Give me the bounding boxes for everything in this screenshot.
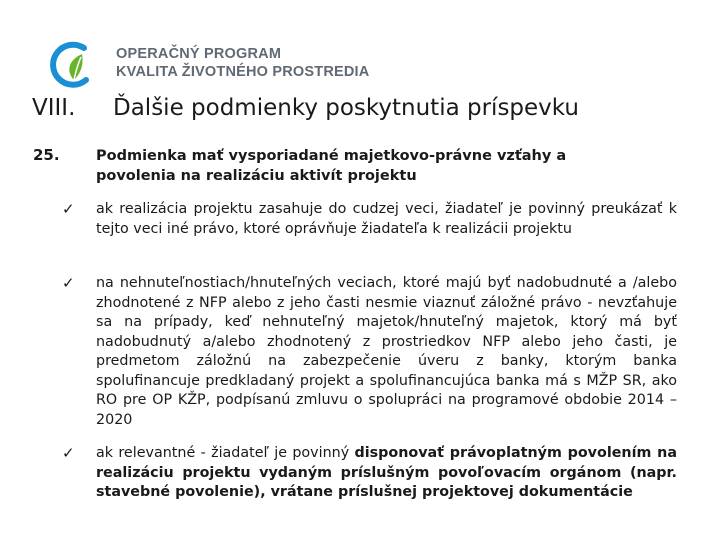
bullet-2-part-a: na nehnuteľnostiach/hnuteľných veciach, ktoré majú byť nadobudnuté a /alebo zhodnotené z NFP alebo z jeho časti nesmie viaznuť záložné právo — [96, 275, 677, 311]
check-icon: ✓ — [62, 200, 75, 218]
logo-emblem-icon — [44, 40, 104, 88]
bullet-text-1 — [96, 200, 677, 239]
logo-text — [116, 45, 369, 81]
item-number: 25. — [33, 146, 60, 164]
section-number: VIII. — [32, 95, 76, 121]
bullet-text-2 — [96, 274, 677, 430]
program-logo — [44, 40, 370, 88]
section-title: Ďalšie podmienky poskytnutia príspevku — [113, 95, 579, 121]
bullet-3-part-b: disponovať právoplatným povolením na realizáciu projektu vydaným príslušným povoľovacím orgánom (napr. stavebné povolenie), vrátane príslušnej projektovej dokumentácie — [96, 445, 677, 500]
bullet-3-part-a: ak relevantné - žiadateľ je povinný — [96, 445, 355, 461]
logo-line-2: KVALITA ŽIVOTNÉHO PROSTREDIA — [116, 64, 370, 80]
bullet-1-part-b: , ktoré oprávňuje žiadateľa k realizácii projektu — [234, 220, 572, 237]
item-title: Podmienka mať vysporiadané majetkovo-právne vzťahy a povolenia na realizáciu aktivít projektu — [96, 148, 567, 184]
bullet-1-part-a: ak realizácia projektu zasahuje do cudzej veci, žiadateľ je povinný preukázať k tejto veci iné právo — [96, 201, 677, 237]
check-icon: ✓ — [62, 444, 75, 462]
check-icon: ✓ — [62, 274, 75, 292]
bullet-2-part-b: - nevzťahuje sa na prípady, keď nehnuteľný majetok/hnuteľný majetok, ktorý má byť nadobudnutý a/alebo zhodnotený z prostriedkov NFP alebo jeho časti, je predmetom záložnú na zabezpečenie úveru z banky, ktorým banka spolufinancuje predkladaný projekt a spolufinancujúca banka má s MŽP SR, ako RO pre OP KŽP, podpísanú zmluvu o spolupráci na programové obdobie 2014 – 2020 — [96, 294, 677, 428]
bullet-text-3 — [96, 444, 677, 503]
logo-line-1: OPERAČNÝ PROGRAM — [116, 46, 282, 62]
